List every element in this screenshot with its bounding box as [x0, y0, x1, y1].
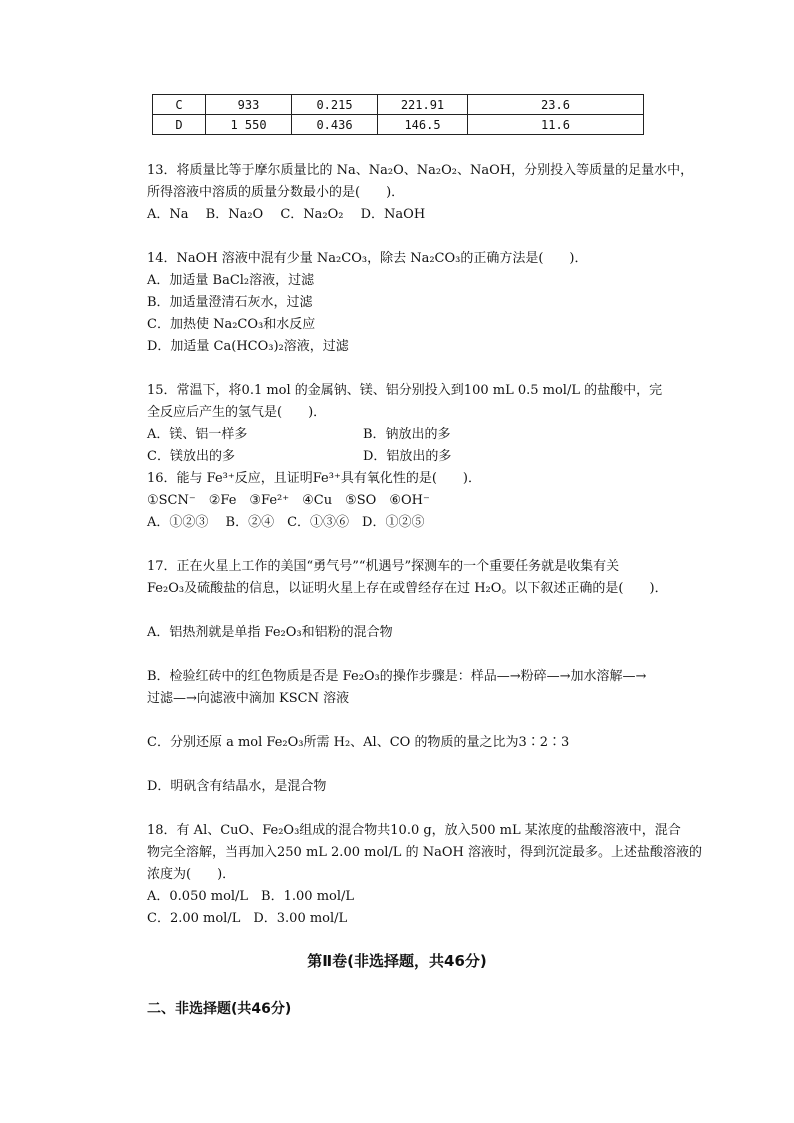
q14-option-d: D．加适量 Ca(HCO₃)₂溶液，过滤 [147, 339, 349, 354]
q14-option-a: A．加适量 BaCl₂溶液，过滤 [147, 273, 315, 288]
q15-option-b: B．钠放出的多 [363, 427, 451, 442]
table-cell: C [153, 95, 206, 115]
q14-stem: 14．NaOH 溶液中混有少量 Na₂CO₃，除去 Na₂CO₃的正确方法是( )． [147, 251, 588, 266]
q17-stem-line1: 17．正在火星上工作的美国“勇气号”“机遇号”探测车的一个重要任务就是收集有关 [147, 559, 620, 574]
q16-items: ①SCN⁻ ②Fe ③Fe²⁺ ④Cu ⑤SO ⑥OH⁻ [147, 493, 430, 508]
q15-option-d: D．铝放出的多 [363, 449, 452, 464]
table-row [153, 95, 644, 115]
data-table [152, 94, 644, 135]
table-cell: 23.6 [468, 95, 644, 115]
q13-stem-line1: 13．将质量比等于摩尔质量比的 Na、Na₂O、Na₂O₂、NaOH，分别投入等质量的足量水中， [147, 163, 694, 178]
table-cell: 0.215 [292, 95, 378, 115]
table-cell: 0.436 [292, 115, 378, 135]
table-row [153, 115, 644, 135]
q13-options: A．Na B．Na₂O C．Na₂O₂ D．NaOH [147, 207, 426, 222]
q16-options: A．①②③ B．②④ C．①③⑥ D．①②⑤ [147, 515, 425, 530]
part-two-title: 第Ⅱ卷(非选择题，共46分) [307, 952, 487, 970]
table-cell: 933 [206, 95, 292, 115]
q17-option-b-line1: B．检验红砖中的红色物质是否是 Fe₂O₃的操作步骤是：样品—→粉碎—→加水溶解—→ [147, 669, 647, 684]
q17-option-d: D．明矾含有结晶水，是混合物 [147, 779, 327, 794]
table-cell: 11.6 [468, 115, 644, 135]
q18-stem-line1: 18．有 Al、CuO、Fe₂O₃组成的混合物共10.0 g，放入500 mL 某浓度的盐酸溶液中，混合 [147, 823, 681, 838]
q17-option-c: C．分别还原 a mol Fe₂O₃所需 H₂、Al、CO 的物质的量之比为3∶2∶3 [147, 735, 570, 750]
q16-stem: 16．能与 Fe³⁺反应，且证明Fe³⁺具有氧化性的是( )． [147, 471, 481, 486]
q14-option-c: C．加热使 Na₂CO₃和水反应 [147, 317, 316, 332]
table-cell: 221.91 [378, 95, 468, 115]
q14-option-b: B．加适量澄清石灰水，过滤 [147, 295, 313, 310]
q15-stem-line1: 15．常温下，将0.1 mol 的金属钠、镁、铝分别投入到100 mL 0.5 mol/L 的盐酸中，完 [147, 383, 663, 398]
q18-stem-line3: 浓度为( )． [147, 867, 236, 882]
q17-option-b-line2: 过滤—→向滤液中滴加 KSCN 溶液 [147, 691, 350, 706]
q15-stem-line2: 全反应后产生的氢气是( )． [147, 405, 327, 420]
table-cell: 146.5 [378, 115, 468, 135]
q18-stem-line2: 物完全溶解，当再加入250 mL 2.00 mol/L 的 NaOH 溶液时，得到沉淀最多。上述盐酸溶液的 [147, 845, 702, 860]
q13-stem-line2: 所得溶液中溶质的质量分数最小的是( )． [147, 185, 405, 200]
q15-option-a: A．镁、铝一样多 [147, 427, 248, 442]
q15-option-c: C．镁放出的多 [147, 449, 235, 464]
q18-options-ab: A．0.050 mol/L B．1.00 mol/L [147, 889, 355, 904]
table-cell: D [153, 115, 206, 135]
section-heading: 二、非选择题(共46分) [147, 1001, 292, 1017]
q17-stem-line2: Fe₂O₃及硫酸盐的信息，以证明火星上存在或曾经存在过 H₂O。以下叙述正确的是( )． [147, 581, 668, 596]
q18-options-cd: C．2.00 mol/L D．3.00 mol/L [147, 911, 348, 926]
table-cell: 1 550 [206, 115, 292, 135]
q17-option-a: A．铝热剂就是单指 Fe₂O₃和铝粉的混合物 [147, 625, 393, 640]
